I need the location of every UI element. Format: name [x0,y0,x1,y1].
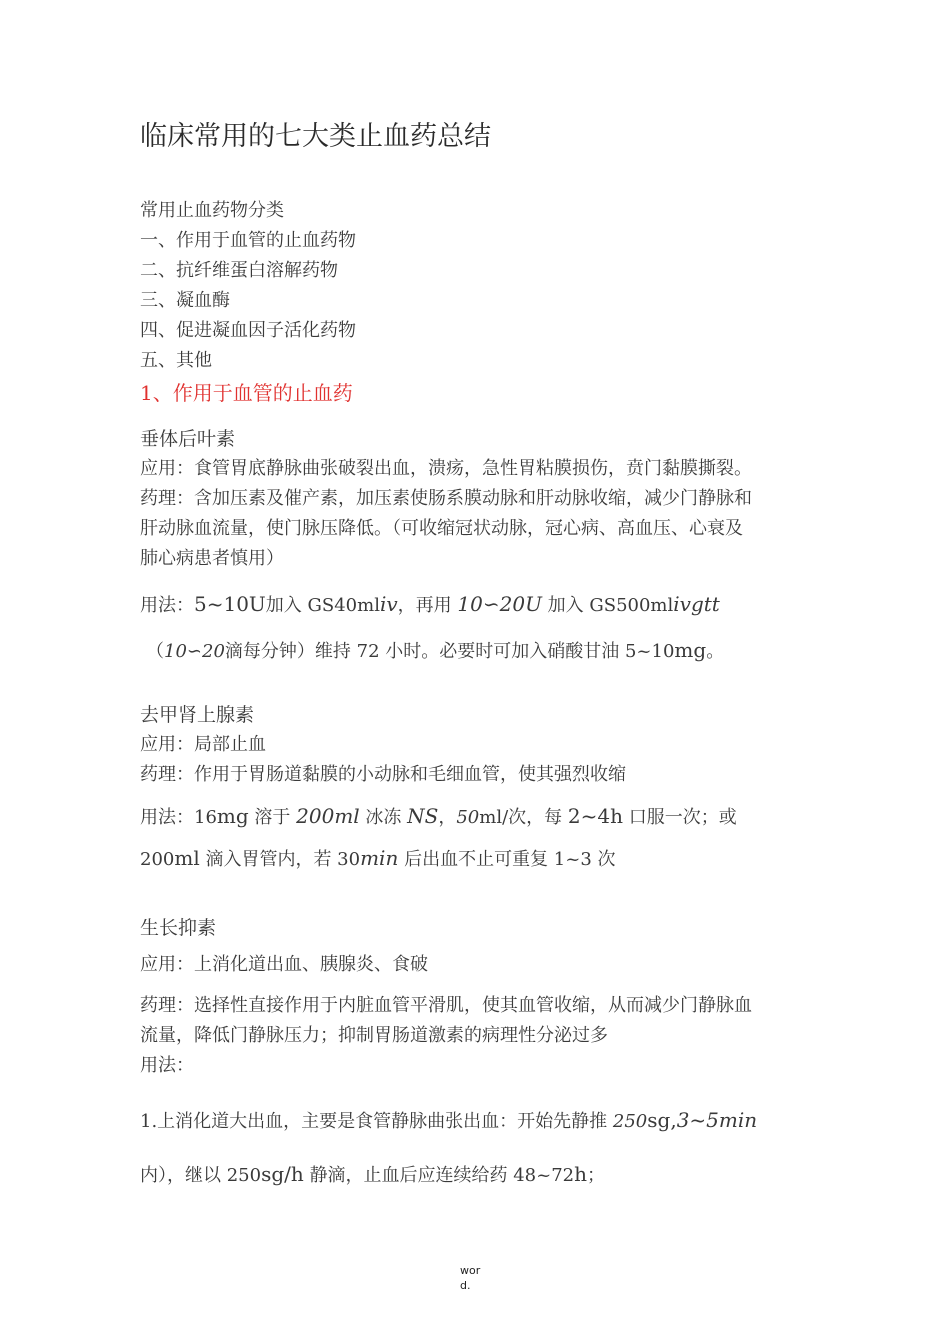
text-run: ivgtt [673,592,720,616]
section-heading: 1、作用于血管的止血药 [140,381,353,405]
text-run: 用法： [140,595,194,616]
text-run: 加入 GS500ml [541,595,674,616]
text-run: 1.上消化道大出血，主要是食管静脉曲张出血：开始先静推 [140,1111,613,1132]
classification-item: 二、抗纤维蛋白溶解药物 [140,260,338,281]
text-run: min [360,846,399,870]
drug-pharmacology: 药理：作用于胃肠道黏膜的小动脉和毛细血管，使其强烈收缩 [140,764,626,785]
text-run: ， [438,807,457,828]
drug-usage-line [140,1108,757,1134]
text-run: 后出血不止可重复 1~3 次 [398,849,616,870]
text-run: 5~10U [194,592,266,616]
drug-pharmacology: 流量，降低门静脉压力；抑制胃肠道激素的病理性分泌过多 [140,1025,608,1046]
text-run: h [574,1162,587,1186]
text-run: （ [146,641,164,662]
drug-pharmacology: 肝动脉血流量，使门脉压降低。（可收缩冠状动脉，冠心病、高血压、心衰及 [140,518,743,539]
drug-usage-line [146,638,724,664]
text-run: 用法：16 [140,807,217,828]
drug-name: 生长抑素 [140,917,217,939]
classification-heading: 常用止血药物分类 [140,200,284,221]
text-run: 200 [140,849,175,870]
text-run: 10∽20 [164,641,225,662]
classification-item: 四、促进凝血因子活化药物 [140,320,356,341]
text-run: NS [407,804,439,828]
drug-application: 应用：上消化道出血、胰腺炎、食破 [140,954,428,975]
text-run: sg, [647,1108,677,1132]
drug-usage-line [140,592,720,618]
drug-name: 垂体后叶素 [140,428,236,450]
text-run: 溶于 [248,807,297,828]
text-run: ml/次，每 [479,807,568,828]
text-run: 10∽20U [457,592,542,616]
page-footer [460,1263,490,1293]
text-run: 50 [456,807,480,828]
drug-pharmacology: 药理：选择性直接作用于内脏血管平滑肌，使其血管收缩，从而减少门静脉血 [140,995,752,1016]
text-run: mg [216,804,249,828]
text-run: 滴入胃管内，若 30 [199,849,361,870]
text-run: sg/h [261,1162,304,1186]
page-title: 临床常用的七大类止血药总结 [140,121,491,152]
text-run: 加入 GS40ml [265,595,380,616]
text-run: 冰冻 [359,807,408,828]
text-run: 口服一次；或 [622,807,737,828]
drug-pharmacology: 药理：含加压素及催产素，加压素使肠系膜动脉和肝动脉收缩，减少门静脉和 [140,488,752,509]
classification-item: 五、其他 [140,350,212,371]
drug-usage-line [140,804,737,830]
text-run: 3~5min [676,1108,758,1132]
text-run: 。 [706,641,725,662]
text-run: ，再用 [397,595,458,616]
text-run: 2~4h [567,804,623,828]
drug-usage-line [140,1162,605,1188]
text-run: ml [174,846,200,870]
text-run: iv [379,592,398,616]
footer-text: wor [460,1264,481,1277]
classification-item: 三、凝血酶 [140,290,230,311]
drug-usage-line [140,846,616,872]
drug-usage-label: 用法： [140,1055,194,1076]
drug-pharmacology: 肺心病患者慎用） [140,548,284,569]
text-run: 200ml [296,804,360,828]
drug-application: 应用：局部止血 [140,734,266,755]
text-run: 静滴，止血后应连续给药 48~72 [303,1165,575,1186]
drug-application: 应用：食管胃底静脉曲张破裂出血，溃疡，急性胃粘膜损伤，贲门黏膜撕裂。 [140,458,752,479]
text-run: mg [674,638,707,662]
text-run: 滴每分钟）维持 72 小时。必要时可加入硝酸甘油 5~10 [224,641,675,662]
classification-item: 一、作用于血管的止血药物 [140,230,356,251]
text-run: ； [587,1165,605,1186]
drug-name: 去甲肾上腺素 [140,704,255,726]
text-run: 内），继以 250 [140,1165,262,1186]
text-run: 250 [612,1111,648,1132]
footer-text: d. [460,1279,471,1292]
